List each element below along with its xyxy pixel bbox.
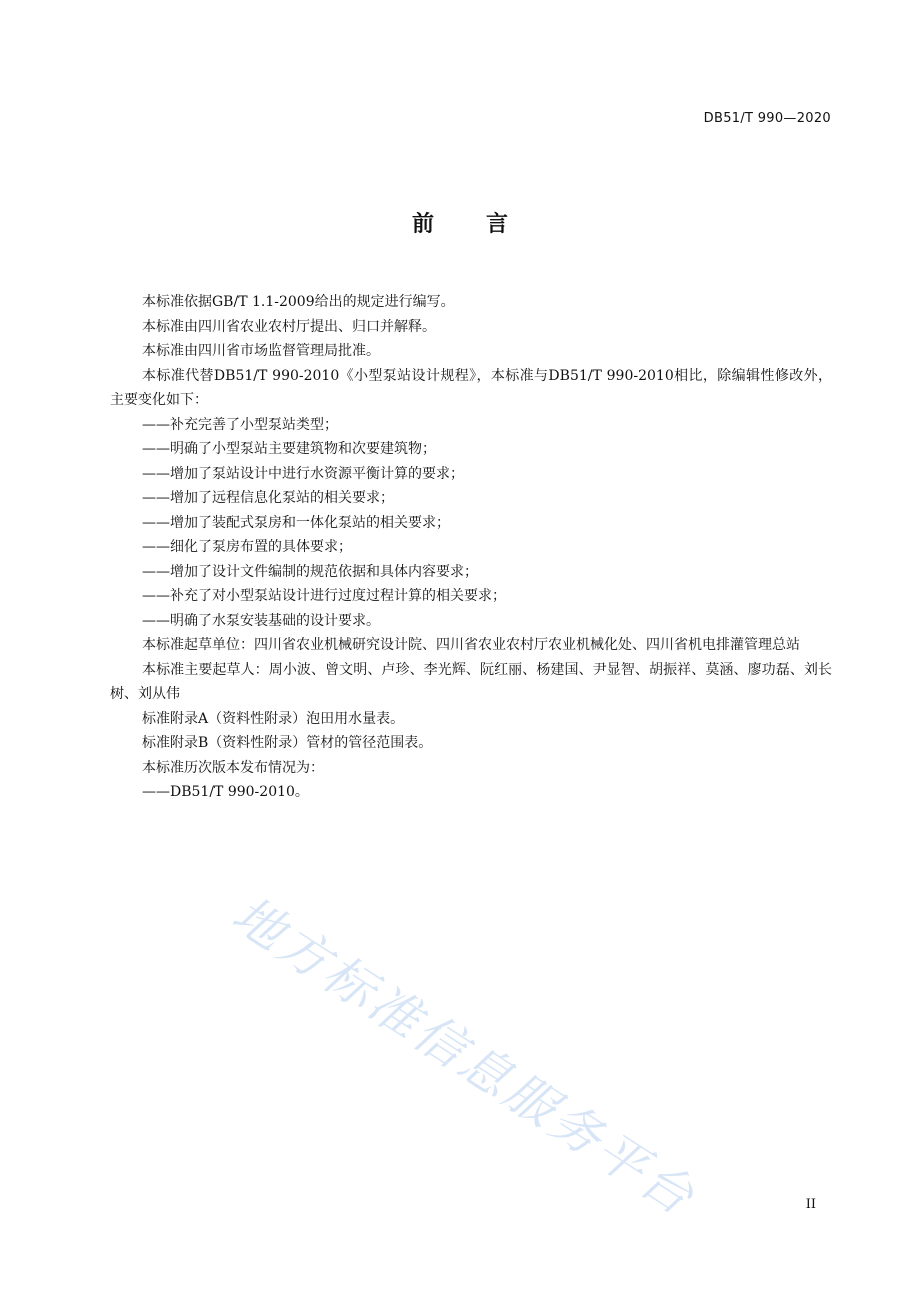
change-item: ——补充了对小型泵站设计进行过度过程计算的相关要求；: [142, 588, 506, 604]
drafters: 本标准主要起草人：周小波、曾文明、卢珍、李光辉、阮红丽、杨建国、尹显智、胡振祥、莫涵、廖功磊、刘长树、刘从伟: [110, 661, 832, 702]
drafting-units: 本标准起草单位：四川省农业机械研究设计院、四川省农业农村厅农业机械化处、四川省机电排灌管理总站: [142, 637, 800, 653]
page-number: II: [805, 1197, 816, 1212]
watermark: 地方标准信息服务平台: [222, 885, 707, 1228]
change-item: ——增加了泵站设计中进行水资源平衡计算的要求；: [142, 465, 464, 482]
doc-code: DB51/T 990—2020: [703, 111, 831, 126]
change-item: ——明确了水泵安装基础的设计要求。: [142, 612, 380, 629]
paragraph: 本标准由四川省市场监督管理局批准。: [142, 343, 380, 359]
version-history-heading: 本标准历次版本发布情况为：: [142, 759, 324, 776]
appendix-b: 标准附录B（资料性附录）管材的管径范围表。: [142, 735, 433, 751]
paragraph: 本标准依据GB/T 1.1-2009给出的规定进行编写。: [142, 294, 455, 310]
change-item: ——明确了小型泵站主要建筑物和次要建筑物；: [142, 441, 436, 457]
page-title: 前言: [411, 212, 560, 237]
paragraph: 本标准由四川省农业农村厅提出、归口并解释。: [142, 318, 436, 335]
change-item: ——增加了装配式泵房和一体化泵站的相关要求；: [142, 514, 450, 531]
change-item: ——增加了远程信息化泵站的相关要求；: [142, 490, 394, 506]
change-item: ——增加了设计文件编制的规范依据和具体内容要求；: [142, 563, 478, 580]
paragraph: 本标准代替DB51/T 990-2010《小型泵站设计规程》，本标准与DB51/T 990-2010相比，除编辑性修改外，主要变化如下：: [110, 367, 832, 408]
appendix-a: 标准附录A（资料性附录）泡田用水量表。: [142, 710, 405, 727]
version-history-item: ——DB51/T 990-2010。: [142, 784, 309, 800]
preface-body: [110, 290, 832, 805]
change-item: ——补充完善了小型泵站类型；: [142, 416, 338, 433]
change-item: ——细化了泵房布置的具体要求；: [142, 539, 352, 555]
